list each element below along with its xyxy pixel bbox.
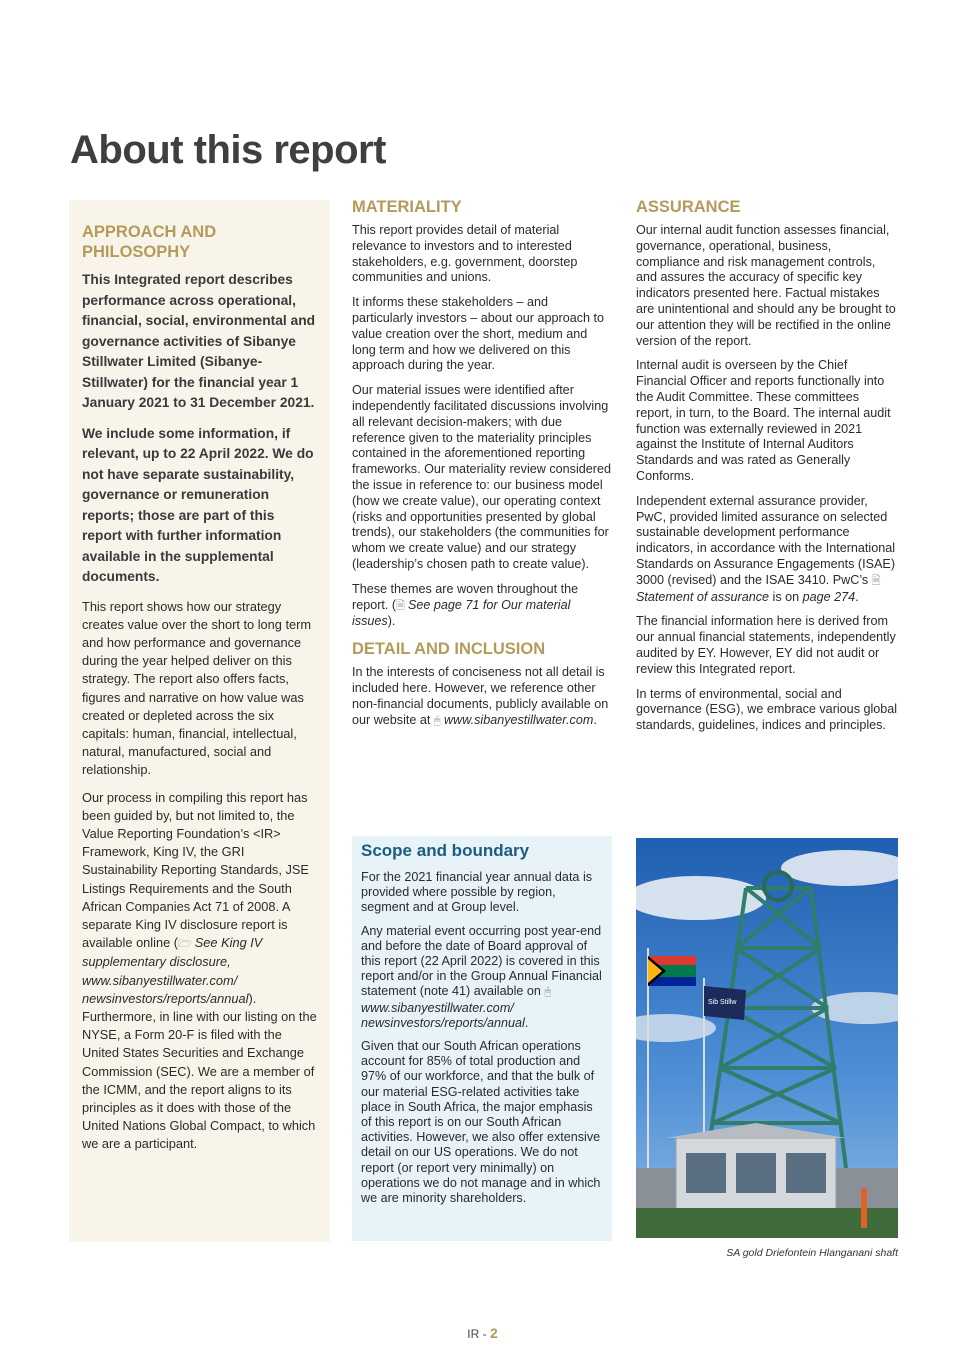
- page-footer: [0, 1325, 965, 1341]
- assurance-p1: Our internal audit function assesses financial, governance, operational, business, compliance and risk management controls, and assures the accuracy of specific key indicators presented here. Factual mistakes are unintentional and should any be brought to our attention they will be rectified in the online version of the report.: [636, 223, 896, 348]
- king-iv-link[interactable]: See King IV supplementary disclosure, www.sibanyestillwater.com/ newsinvestors/reports/annual: [82, 935, 263, 1006]
- scope-p2: [361, 924, 603, 1031]
- assurance-p4: The financial information here is derived from our annual financial statements, independently audited by EY. However, EY did not audit or review this Integrated report.: [636, 614, 896, 676]
- building-window: [686, 1153, 726, 1193]
- approach-lead-1: This Integrated report describes performance across operational, financial, social, environmental and governance activities of Sibanye Stillwater Limited (Sibanye-Stillwater) for the financial year 1 January 2021 to 31 December 2021.: [82, 272, 316, 410]
- materiality-p4-tail: ).: [387, 614, 396, 629]
- shaft-photo: [636, 838, 898, 1238]
- assurance-column: [636, 197, 898, 743]
- detail-heading: DETAIL AND INCLUSION: [352, 640, 546, 659]
- website-link[interactable]: www.sibanyestillwater.com: [444, 712, 594, 727]
- assurance-p3-text: Independent external assurance provider, PwC, provided limited assurance on selected sustainable development performance indicators, in accordance with the International Standards on Assurance Engagements (ISAE) 3000 (revised) and the ISAE 3410. PwC’s: [636, 493, 896, 587]
- assurance-p5: In terms of environmental, social and governance (ESG), we embrace various global standards, guidelines, indices and principles.: [636, 686, 898, 733]
- approach-body-2-text: Our process in compiling this report has been guided by, but not limited to, the Value Reporting Foundation’s <IR> Framework, King IV, the GRI Sustainability Reporting Standards, JSE Listings Requirements and the South African Companies Act 71 of 2008. A separate King IV disclosure report is available online (: [82, 789, 309, 951]
- folder-icon: 🗁: [178, 938, 195, 951]
- trees: [636, 1208, 898, 1238]
- materiality-p3: Our material issues were identified after independently facilitated discussions involving all relevant decision-makers; with due reference given to the materiality principles contained in the aforementioned reporting frameworks. Our materiality review considered the issue in reference to: our business model (how we create value), our operating context (risks and opportunities presented by global trends), our stakeholders (the communities for whom we create value) and our strategy (leadership’s chosen path to create value).: [352, 383, 611, 571]
- scope-p2-text: Any material event occurring post year-end and before the date of Board approval of this report (22 April 2022) is covered in this report and/or in the Group Annual Financial statement (note 41) available on: [361, 923, 602, 999]
- shaft-illustration: [636, 838, 898, 1238]
- annual-reports-link[interactable]: www.sibanyestillwater.com/ newsinvestors/reports/annual: [361, 1000, 525, 1030]
- company-flag-label: Sib Stillw: [708, 999, 737, 1006]
- company-flag: [704, 986, 746, 1020]
- assurance-heading: ASSURANCE: [636, 198, 741, 216]
- materiality-column: [352, 197, 612, 738]
- detail-p1-tail: .: [593, 712, 597, 727]
- scope-box: [352, 836, 612, 1241]
- material-issues-link[interactable]: See page 71 for Our material issues: [352, 597, 571, 629]
- materiality-p2: It informs these stakeholders – and particularly investors – about our approach to value creation over the short, medium and long term and how we delivered on this approach during the year.: [352, 295, 605, 373]
- mouse-icon: 🖱: [544, 986, 552, 999]
- approach-body-1: This report shows how our strategy creates value over the short to long term and how performance and governance during the year helped deliver on this strategy. The report also offers facts, figures and narrative on how value was created or depleted across the six capitals: human, financial, intellectual, natural, manufactured, social and relationship.: [82, 598, 312, 778]
- barrier-post: [861, 1188, 867, 1228]
- detail-p1: [352, 665, 612, 729]
- assurance-p3: [636, 494, 898, 606]
- approach-lead-2: We include some information, if relevant, up to 22 April 2022. We do not have separate sustainability, governance or remuneration reports; those are part of this report with further information available in the supplemental documents.: [82, 425, 314, 584]
- materiality-p4: [352, 582, 612, 630]
- assurance-p3-tail: .: [855, 589, 859, 604]
- assurance-p3-mid: is on: [772, 589, 800, 604]
- approach-panel: [69, 200, 330, 1242]
- approach-body-2-tail: ). Furthermore, in line with our listing on the NYSE, a Form 20-F is filed with the United States Securities and Exchange Commission (SEC). We are a member of the ICMM, and the report aligns to its principles as it does with those of the United Nations Global Compact, to which we are a participant.: [82, 990, 317, 1152]
- approach-heading: APPROACH AND PHILOSOPHY: [82, 223, 217, 261]
- footer-prefix: IR -: [467, 1327, 487, 1341]
- page-title: About this report: [70, 128, 386, 172]
- approach-body-2: [82, 789, 318, 1154]
- south-african-flag: [648, 956, 696, 986]
- building-window: [786, 1153, 826, 1193]
- scope-heading: Scope and boundary: [361, 841, 530, 860]
- detail-p1-text: In the interests of conciseness not all detail is included here. However, we reference other non-financial documents, publicly available on our website at: [352, 665, 609, 727]
- scope-p1: For the 2021 financial year annual data is provided where possible by region, segment and at Group level.: [361, 870, 593, 915]
- page-274-link[interactable]: page 274: [802, 589, 856, 604]
- mouse-icon: 🖱: [433, 714, 441, 727]
- materiality-p4-text: These themes are woven throughout the report. (: [352, 581, 579, 612]
- building-window: [736, 1153, 776, 1193]
- assurance-p2: Internal audit is overseen by the Chief Financial Officer and reports functionally into the Audit Committee. These committees report, in turn, to the Board. The internal audit function was externally reviewed in 2021 against the Institute of Internal Auditors Standards and was rated as Generally Conforms.: [636, 358, 891, 483]
- statement-of-assurance-link[interactable]: Statement of assurance: [636, 589, 770, 604]
- scope-p2-tail: .: [524, 1015, 529, 1030]
- page-icon: 🗎: [396, 599, 408, 612]
- page-icon: 🗎: [871, 574, 881, 587]
- photo-caption: SA gold Driefontein Hlanganani shaft: [726, 1247, 898, 1259]
- materiality-heading: MATERIALITY: [352, 198, 462, 216]
- materiality-p1: This report provides detail of material relevance to investors and to interested stakeholders, e.g. government, doorstep communities and unions.: [352, 223, 578, 285]
- scope-p3: Given that our South African operations account for 85% of total production and 97% of our workforce, and that the bulk of our material ESG-related activities take place in South Africa, the major emphasis of this report is on our South African activities. However, we also offer extensive detail on our US operations. We do not report (or report very minimally) on operations we do not manage and in which we are minority shareholders.: [361, 1039, 601, 1206]
- page-number: 2: [489, 1325, 498, 1341]
